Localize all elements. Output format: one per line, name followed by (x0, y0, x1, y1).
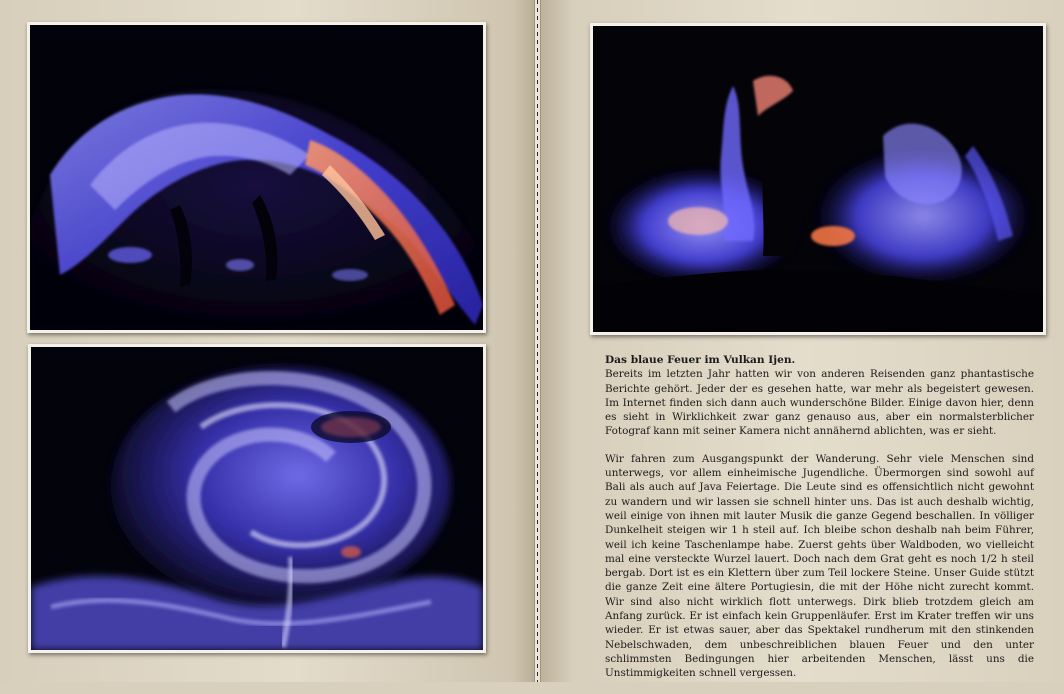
article-paragraph-2: Wir fahren zum Ausgangspunkt der Wanderung. Sehr viele Menschen sind unterwegs, vor allem einheimische Jugendliche. Übermorgen sind sowohl auf Bali als auch auf Java Feiertage. Die Leute sind es offensichtlich nicht gewohnt zu wandern und wir lassen sie schnell hinter uns. Das ist auch deshalb wichtig, weil einige von ihnen mit lauter Musik die ganze Gegend beschallen. In völliger Dunkelheit steigen wir 1 h steil auf. Ich bleibe schon deshalb nah beim Führer, weil ich keine Taschenlampe habe. Zuerst gehts über Waldboden, wo vielleicht mal eine versteckte Wurzel lauert. Doch nach dem Grat geht es noch 1/2 h steil bergab. Dort ist es ein Klettern über zum Teil lockere Steine. Unser Guide stützt die ganze Zeit eine ältere Portugiesin, die mit der Höhe nicht zurecht kommt. Wir sind also nicht wirklich flott unterwegs. Dirk blieb trotzdem gleich am Anfang zurück. Er ist einfach kein Gruppenläufer. Erst im Krater treffen wir uns wieder. Er ist etwas sauer, aber das Spektakel rundherum mit den stinkenden Nebelschwaden, dem unbeschreiblichen blauen Feuer und den unter schlimmsten Bedingungen hier arbeitenden Menschen, lässt uns die Unstimmigkeiten schnell vergessen. (605, 452, 1034, 680)
left-page (0, 0, 534, 682)
photo-blue-fire-crater-image (593, 26, 1043, 332)
photo-blue-fire-crater (590, 23, 1046, 335)
spine-stitching (537, 0, 538, 682)
article-heading: Das blaue Feuer im Vulkan Ijen. (605, 354, 796, 366)
book-spine (534, 0, 541, 682)
photo-blue-fire-swirl-image (31, 347, 483, 650)
article-paragraph-1: Bereits im letzten Jahr hatten wir von anderen Reisenden ganz phantastische Berichte gehört. Jeder der es gesehen hatte, war mehr als begeistert gewesen. Im Internet finden sich dann auch wunderschöne Bilder. Einige davon hier, denn es sieht in Wirklichkeit zwar ganz genauso aus, aber ein normalsterblicher Fotograf kann mit seiner Kamera nicht annähernd ablichten, was er sieht. (605, 368, 1034, 438)
article-text (605, 353, 1034, 694)
photo-blue-fire-lava-flow (27, 22, 486, 333)
photo-blue-fire-lava-flow-image (30, 25, 483, 330)
photo-blue-fire-swirl (28, 344, 486, 653)
